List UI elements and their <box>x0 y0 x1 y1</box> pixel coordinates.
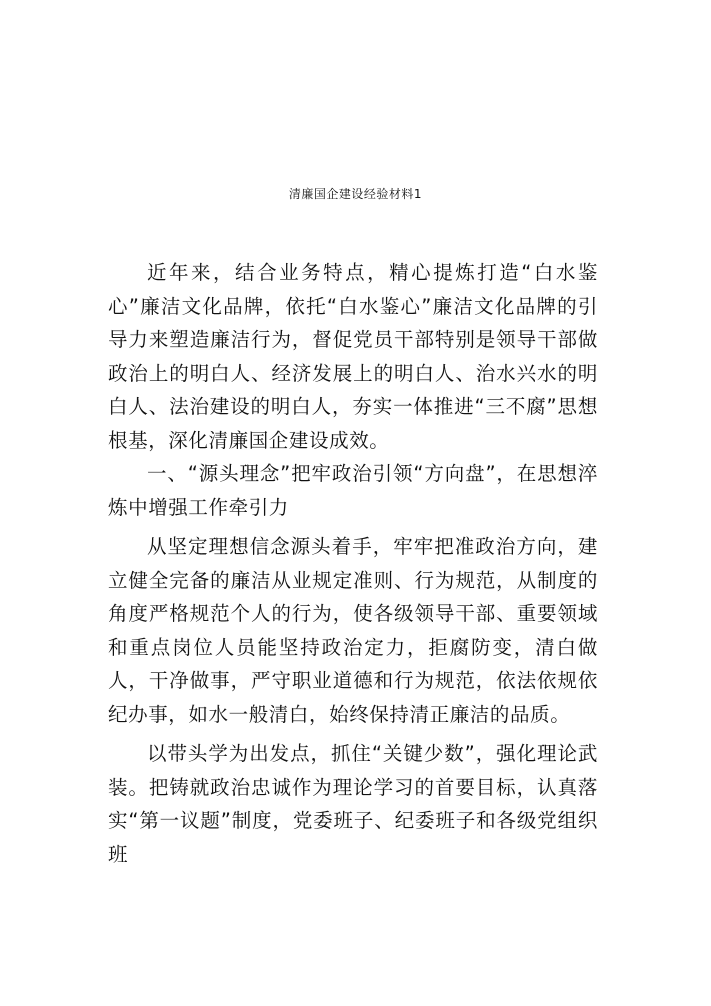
document-title: 清廉国企建设经验材料1 <box>288 187 423 201</box>
paragraph-intro: 近年来，结合业务特点，精心提炼打造“白水鉴心”廉洁文化品牌，依托“白水鉴心”廉洁文化品牌的引导力来塑造廉洁行为，督促党员干部特别是领导干部做政治上的明白人、经济发展上的明白人、治水兴水的明白人、法治建设的明白人，夯实一体推进“三不腐”思想根基，深化清廉国企建设成效。 <box>108 261 598 452</box>
paragraph-source-concept: 从坚定理想信念源头着手，牢牢把准政治方向，建立健全完备的廉洁从业规定准则、行为规范，从制度的角度严格规范个人的行为，使各级领导干部、重要领域和重点岗位人员能坚持政治定力，拒腐防变，清白做人，干净做事，严守职业道德和行为规范，依法依规依纪办事，如水一般清白，始终保持清正廉洁的品质。 <box>108 535 598 726</box>
paragraph-leading-study: 以带头学为出发点，抓住“关键少数”，强化理论武装。把铸就政治忠诚作为理论学习的首要目标，认真落实“第一议题”制度，党委班子、纪委班子和各级党组织班 <box>108 742 598 866</box>
section-heading-1: 一、“源头理念”把牢政治引领“方向盘”，在思想淬炼中增强工作牵引力 <box>108 462 598 519</box>
document-body <box>108 256 598 871</box>
